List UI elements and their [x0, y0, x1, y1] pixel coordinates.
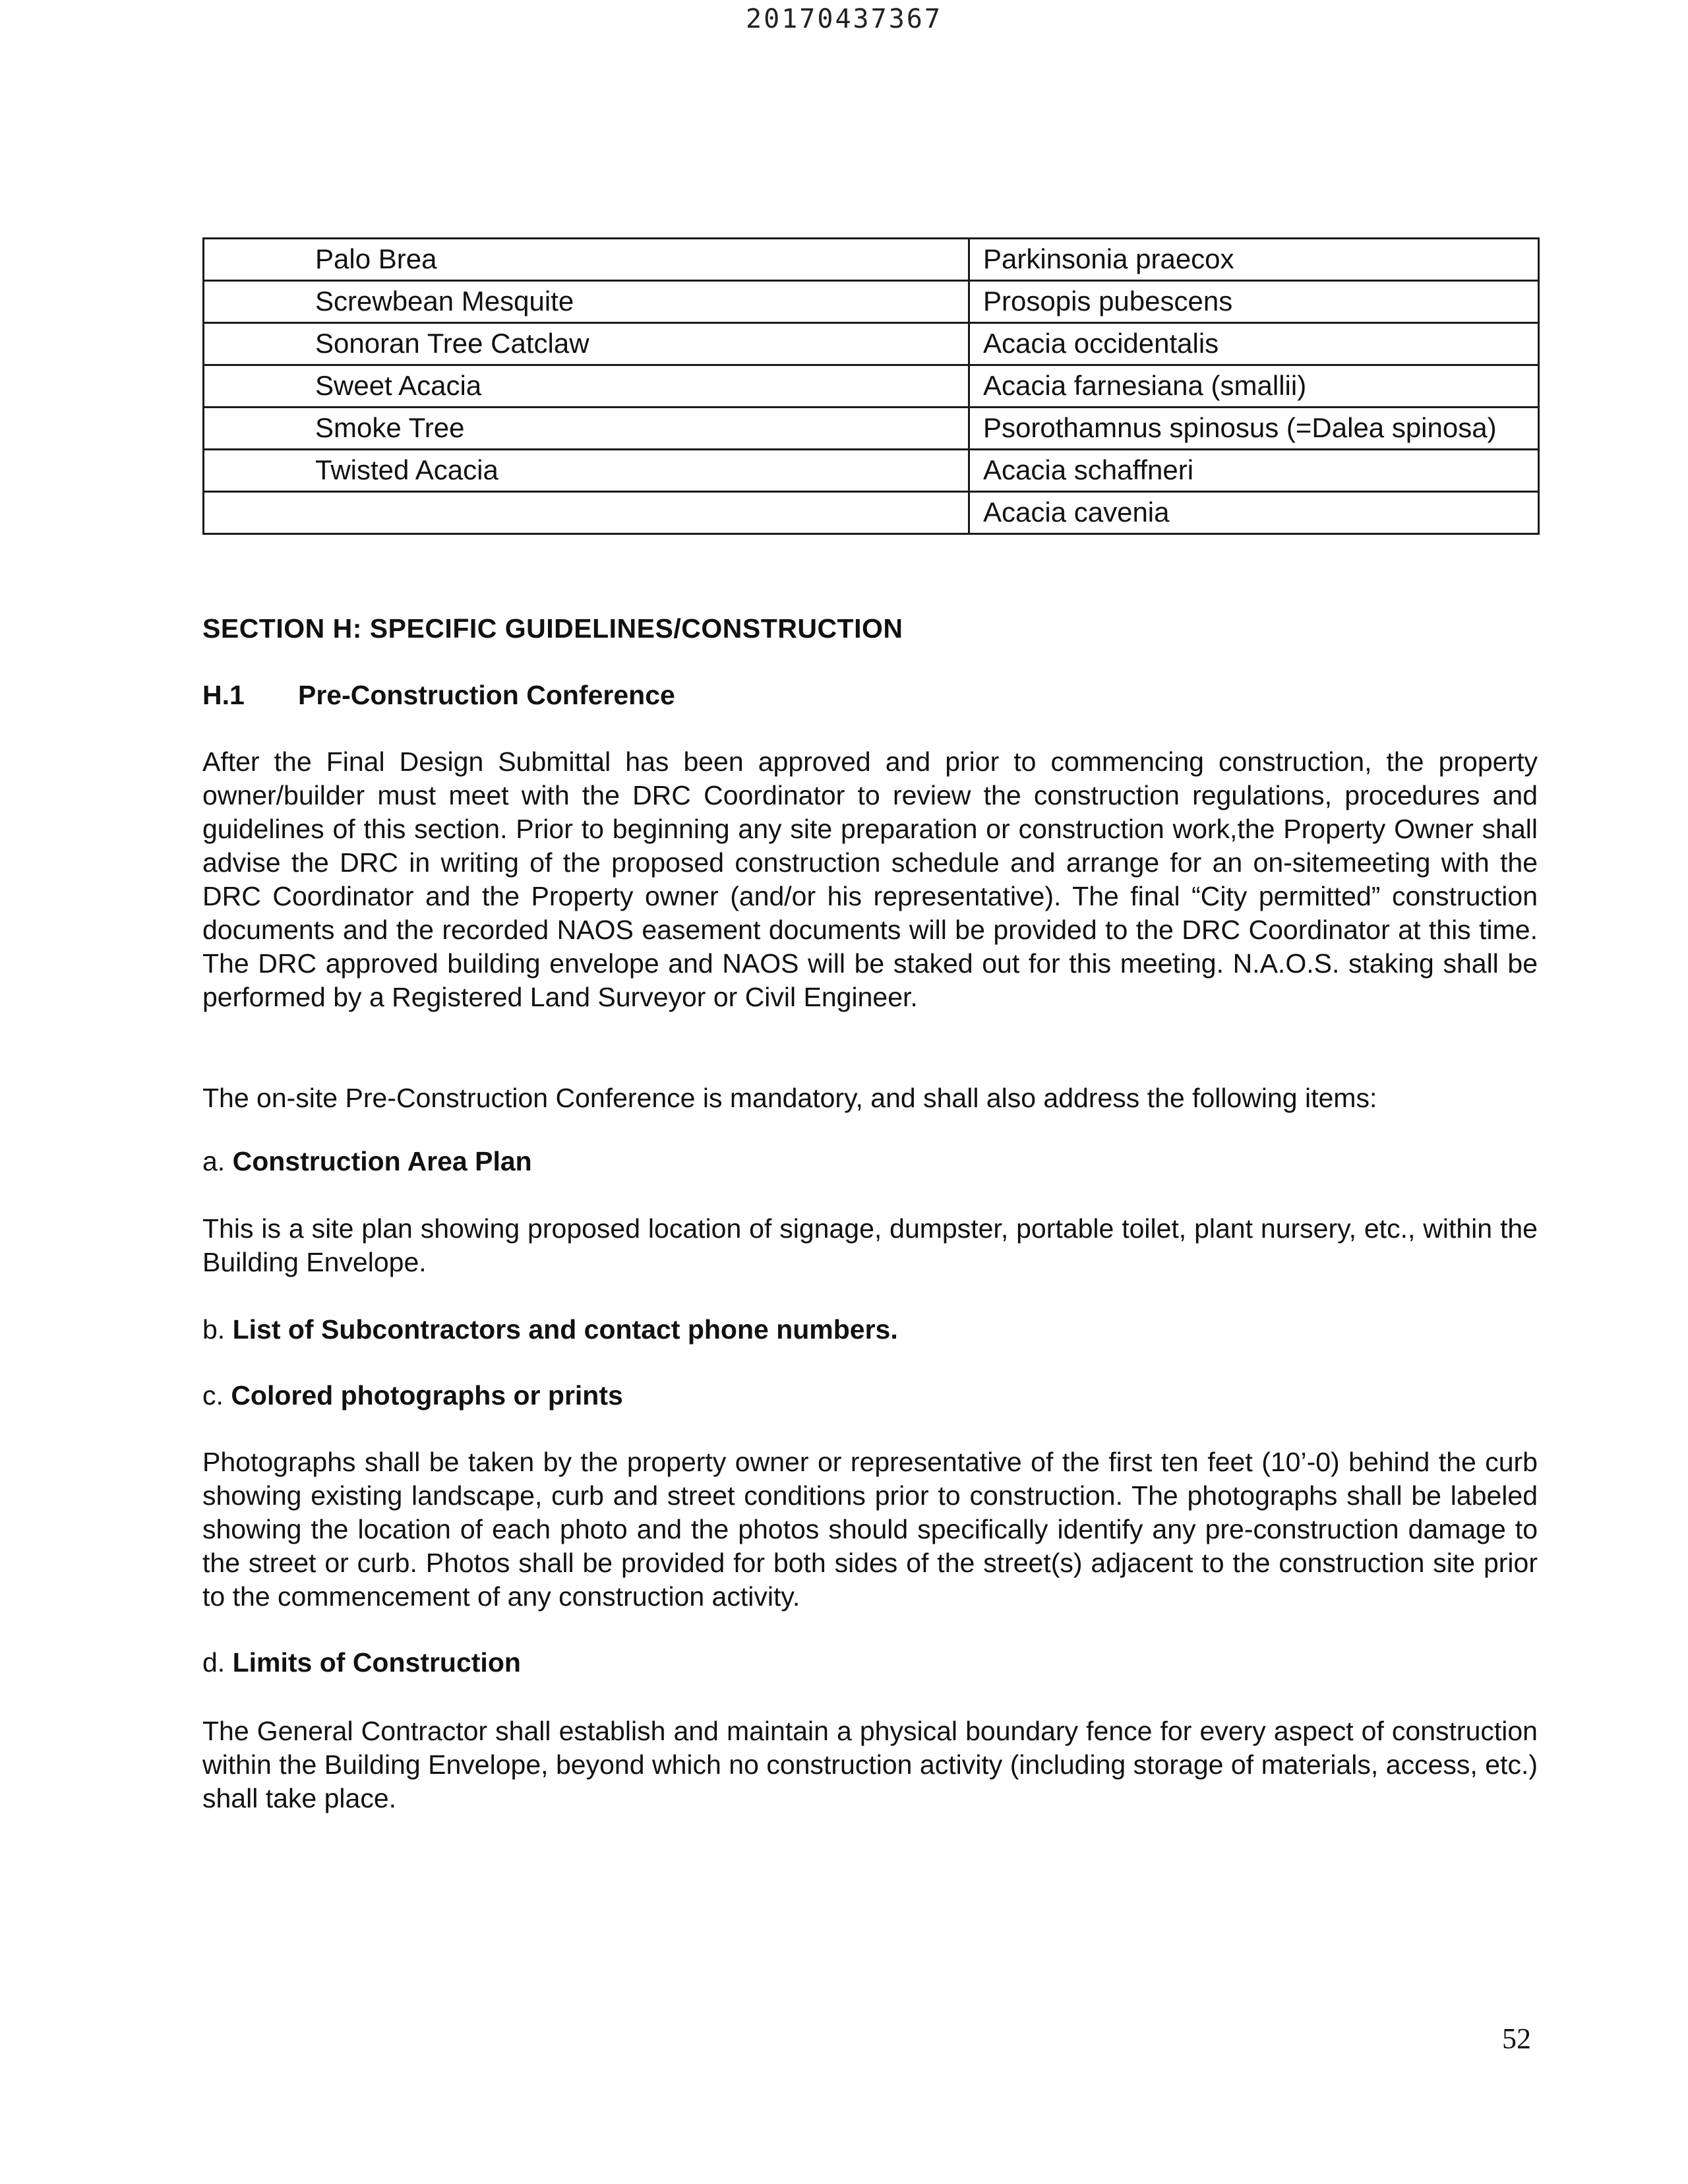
item-a-heading: [202, 1146, 532, 1177]
table-row: [204, 365, 1539, 408]
mandatory-paragraph: The on-site Pre-Construction Conference is mandatory, and shall also address the following items:: [202, 1083, 1377, 1113]
common-name-cell: Sweet Acacia: [204, 365, 969, 408]
common-name-cell: [204, 492, 969, 534]
item-b-letter: b.: [202, 1314, 226, 1345]
plant-species-table: [202, 237, 1540, 535]
botanical-name-cell: Prosopis pubescens: [969, 281, 1539, 323]
item-d-letter: d.: [202, 1647, 226, 1678]
common-name-cell: Twisted Acacia: [204, 450, 969, 492]
item-d-heading: [202, 1647, 521, 1678]
subsection-heading: [202, 680, 675, 711]
item-b-heading: [202, 1314, 898, 1345]
item-b-title: List of Subcontractors and contact phone numbers.: [232, 1314, 898, 1345]
botanical-name-cell: Acacia cavenia: [969, 492, 1539, 534]
item-a-letter: a.: [202, 1146, 226, 1176]
intro-paragraph: After the Final Design Submittal has been approved and prior to commencing construction, the property owner/builder must meet with the DRC Coordinator to review the construction regulations, procedures and guidelines of this section. Prior to beginning any site preparation or construction work,the Property Owner shall advise the DRC in writing of the proposed construction schedule and arrange for an on-sitemeeting with the DRC Coordinator and the Property owner (and/or his representative). The final “City permitted” construction documents and the recorded NAOS easement documents will be provided to the DRC Coordinator at this time. The DRC approved building envelope and NAOS will be staked out for this meeting. N.A.O.S. staking shall be performed by a Registered Land Surveyor or Civil Engineer.: [202, 746, 1538, 1012]
subsection-number: H.1: [202, 680, 245, 710]
botanical-name-cell: Acacia schaffneri: [969, 450, 1539, 492]
item-c-heading: [202, 1380, 623, 1411]
botanical-name-cell: Acacia farnesiana (smallii): [969, 365, 1539, 408]
table-row: [204, 239, 1539, 281]
table-row: [204, 492, 1539, 534]
common-name-cell: Screwbean Mesquite: [204, 281, 969, 323]
item-c-letter: c.: [202, 1380, 224, 1410]
item-d-title: Limits of Construction: [232, 1647, 521, 1678]
item-c-body: Photographs shall be taken by the property owner or representative of the first ten feet (10’-0) behind the curb showing existing landscape, curb and street conditions prior to construction. The photographs shall be labeled showing the location of each photo and the photos should specifically identify any pre-construction damage to the street or curb. Photos shall be provided for both sides of the street(s) adjacent to the construction site prior to the commencement of any construction activity.: [202, 1447, 1538, 1612]
common-name-cell: Palo Brea: [204, 239, 969, 281]
document-number: 20170437367: [746, 4, 942, 34]
item-c-title: Colored photographs or prints: [231, 1380, 623, 1410]
botanical-name-cell: Acacia occidentalis: [969, 323, 1539, 365]
botanical-name-cell: Parkinsonia praecox: [969, 239, 1539, 281]
botanical-name-cell: Psorothamnus spinosus (=Dalea spinosa): [969, 408, 1539, 450]
item-a-title: Construction Area Plan: [232, 1146, 532, 1176]
table-row: [204, 281, 1539, 323]
item-d-body: The General Contractor shall establish and maintain a physical boundary fence for every aspect of construction within the Building Envelope, beyond which no construction activity (including storage of materials, access, etc.) shall take place.: [202, 1716, 1538, 1813]
section-heading: SECTION H: SPECIFIC GUIDELINES/CONSTRUCTION: [202, 613, 903, 644]
page-number: 52: [1502, 2022, 1531, 2055]
common-name-cell: Smoke Tree: [204, 408, 969, 450]
common-name-cell: Sonoran Tree Catclaw: [204, 323, 969, 365]
subsection-title: Pre-Construction Conference: [298, 680, 675, 710]
table-row: [204, 450, 1539, 492]
item-a-body: This is a site plan showing proposed location of signage, dumpster, portable toilet, plant nursery, etc., within the Building Envelope.: [202, 1213, 1538, 1277]
table-row: [204, 323, 1539, 365]
table-row: [204, 408, 1539, 450]
